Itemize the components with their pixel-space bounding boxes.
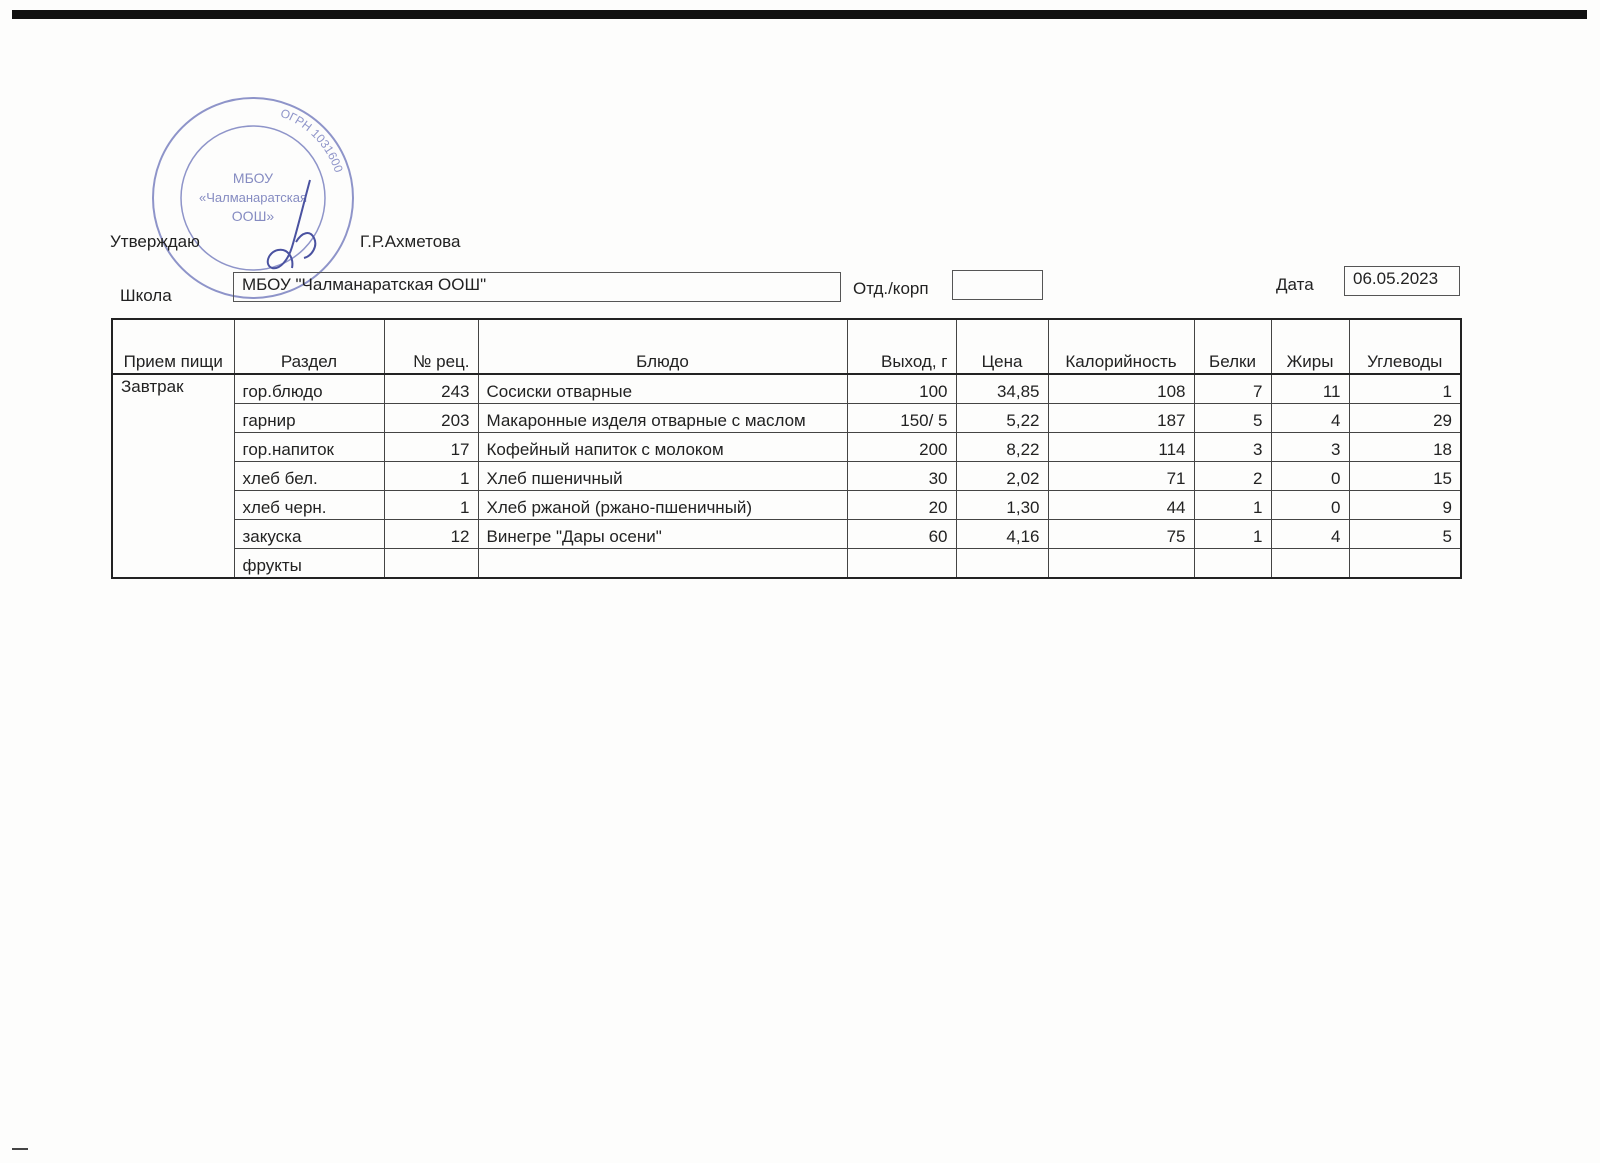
carbs-cell (1349, 549, 1461, 579)
recipe-cell (384, 549, 478, 579)
recipe-cell: 243 (384, 374, 478, 404)
protein-cell (1194, 549, 1271, 579)
protein-cell: 5 (1194, 404, 1271, 433)
header-meal: Прием пищи (112, 319, 234, 374)
recipe-cell: 1 (384, 491, 478, 520)
yield-cell: 150/ 5 (847, 404, 956, 433)
protein-cell: 3 (1194, 433, 1271, 462)
calories-cell (1048, 549, 1194, 579)
yield-cell: 20 (847, 491, 956, 520)
dish-cell (478, 549, 847, 579)
calories-cell: 75 (1048, 520, 1194, 549)
section-cell: хлеб бел. (234, 462, 384, 491)
header-section: Раздел (234, 319, 384, 374)
approver-name: Г.Р.Ахметова (360, 232, 461, 251)
section-cell: фрукты (234, 549, 384, 579)
section-cell: хлеб черн. (234, 491, 384, 520)
carbs-cell: 5 (1349, 520, 1461, 549)
yield-cell: 30 (847, 462, 956, 491)
header-recipe: № рец. (384, 319, 478, 374)
dish-cell: Хлеб ржаной (ржано-пшеничный) (478, 491, 847, 520)
price-cell: 34,85 (956, 374, 1048, 404)
table-row (112, 549, 1461, 579)
svg-text:ООШ»: ООШ» (231, 208, 275, 224)
price-cell: 5,22 (956, 404, 1048, 433)
calories-cell: 108 (1048, 374, 1194, 404)
yield-cell: 100 (847, 374, 956, 404)
section-cell: гарнир (234, 404, 384, 433)
table-header-row (112, 319, 1461, 374)
scan-mark (12, 1148, 28, 1150)
protein-cell: 7 (1194, 374, 1271, 404)
price-cell (956, 549, 1048, 579)
carbs-cell: 18 (1349, 433, 1461, 462)
svg-text:«Чалманаратская: «Чалманаратская (198, 190, 308, 205)
date-label: Дата (1276, 275, 1314, 294)
fat-cell (1271, 549, 1349, 579)
approval-label: Утверждаю (110, 232, 200, 251)
menu-table (111, 318, 1462, 579)
recipe-cell: 17 (384, 433, 478, 462)
dish-cell: Сосиски отварные (478, 374, 847, 404)
svg-text:ОГРН 1031600: ОГРН 1031600 (278, 105, 346, 175)
dish-cell: Макаронные изделя отварные с маслом (478, 404, 847, 433)
header-fat: Жиры (1271, 319, 1349, 374)
dish-cell: Хлеб пшеничный (478, 462, 847, 491)
fat-cell: 4 (1271, 520, 1349, 549)
carbs-cell: 1 (1349, 374, 1461, 404)
yield-cell (847, 549, 956, 579)
carbs-cell: 9 (1349, 491, 1461, 520)
recipe-cell: 203 (384, 404, 478, 433)
carbs-cell: 29 (1349, 404, 1461, 433)
fat-cell: 3 (1271, 433, 1349, 462)
fat-cell: 0 (1271, 462, 1349, 491)
date-field: 06.05.2023 (1344, 266, 1460, 296)
section-cell: гор.блюдо (234, 374, 384, 404)
table-row (112, 433, 1461, 462)
calories-cell: 114 (1048, 433, 1194, 462)
table-body (112, 374, 1461, 578)
section-cell: закуска (234, 520, 384, 549)
table-row (112, 404, 1461, 433)
school-field: МБОУ "Чалманаратская ООШ" (233, 272, 841, 302)
fat-cell: 4 (1271, 404, 1349, 433)
school-label: Школа (120, 286, 172, 305)
dish-cell: Кофейный напиток с молоком (478, 433, 847, 462)
calories-cell: 71 (1048, 462, 1194, 491)
meal-cell: Завтрак (112, 374, 234, 578)
yield-cell: 60 (847, 520, 956, 549)
header-carbs: Углеводы (1349, 319, 1461, 374)
protein-cell: 1 (1194, 520, 1271, 549)
scan-edge-bar (12, 10, 1587, 19)
header-yield: Выход, г (847, 319, 956, 374)
header-dish: Блюдо (478, 319, 847, 374)
svg-text:МБОУ: МБОУ (232, 170, 274, 186)
price-cell: 8,22 (956, 433, 1048, 462)
price-cell: 1,30 (956, 491, 1048, 520)
fat-cell: 0 (1271, 491, 1349, 520)
table-row (112, 462, 1461, 491)
header-price: Цена (956, 319, 1048, 374)
dish-cell: Винегре "Дары осени" (478, 520, 847, 549)
department-label: Отд./корп (853, 279, 929, 298)
calories-cell: 187 (1048, 404, 1194, 433)
recipe-cell: 12 (384, 520, 478, 549)
protein-cell: 2 (1194, 462, 1271, 491)
yield-cell: 200 (847, 433, 956, 462)
price-cell: 2,02 (956, 462, 1048, 491)
table-row (112, 520, 1461, 549)
table-row (112, 491, 1461, 520)
department-field (952, 270, 1043, 300)
header-calories: Калорийность (1048, 319, 1194, 374)
protein-cell: 1 (1194, 491, 1271, 520)
calories-cell: 44 (1048, 491, 1194, 520)
recipe-cell: 1 (384, 462, 478, 491)
price-cell: 4,16 (956, 520, 1048, 549)
table-row (112, 374, 1461, 404)
carbs-cell: 15 (1349, 462, 1461, 491)
section-cell: гор.напиток (234, 433, 384, 462)
signature (258, 172, 338, 282)
header-protein: Белки (1194, 319, 1271, 374)
fat-cell: 11 (1271, 374, 1349, 404)
